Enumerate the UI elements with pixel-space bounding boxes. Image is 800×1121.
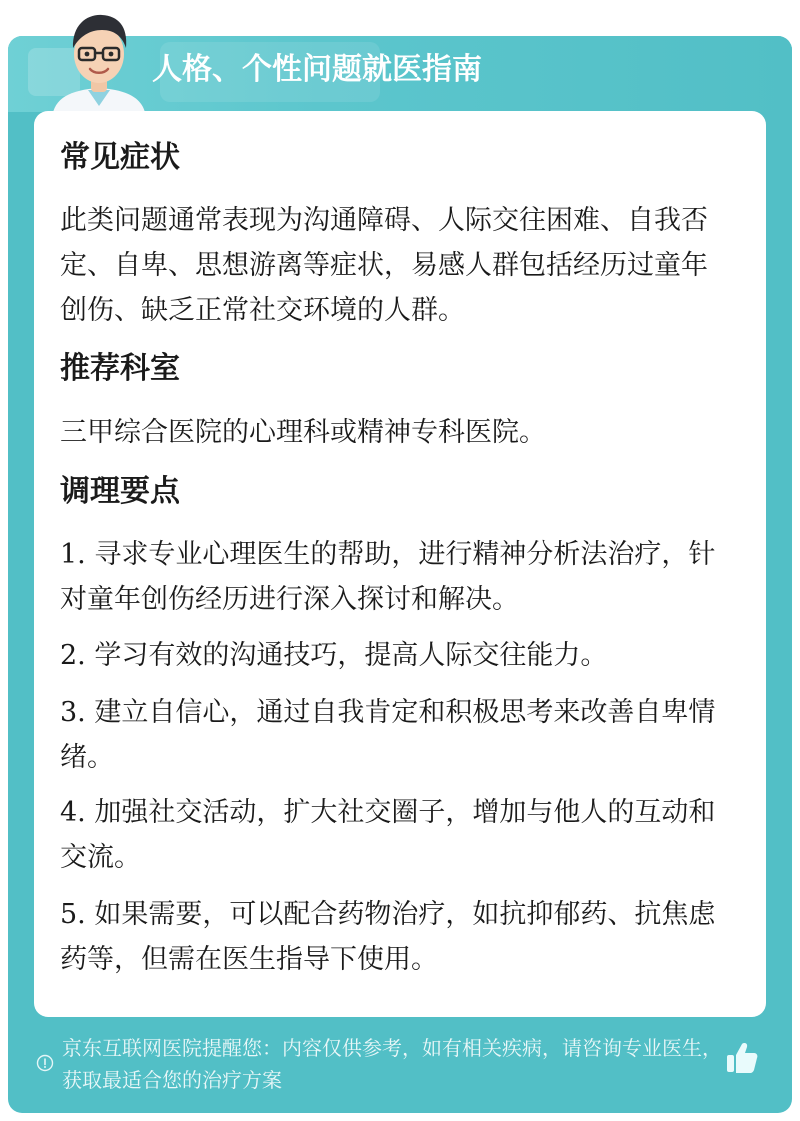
list-item [60,633,730,678]
doctor-avatar [44,6,154,118]
section-text: 此类问题通常表现为沟通障碍、人际交往困难、自我否定、自卑、思想游离等症状，易感人群包括经历过童年创伤、缺乏正常社交环境的人群。 [60,205,708,326]
list-number: 4. [60,797,86,828]
list-number: 3. [60,697,86,728]
section-department-body [60,410,730,455]
list-text: 学习有效的沟通技巧，提高人际交往能力。 [85,640,608,671]
list-number: 1. [60,539,86,570]
list-item [60,532,730,622]
section-text: 三甲综合医院的心理科或精神专科医院。 [60,417,546,448]
section-heading: 推荐科室 [60,351,180,386]
disclaimer-text: 京东互联网医院提醒您：内容仅供参考，如有相关疾病，请咨询专业医生，获取最适合您的治疗方案 [62,1036,722,1092]
list-number: 5. [60,899,86,930]
info-icon [36,1054,54,1072]
page-title: 人格、个性问题就医指南 [152,52,482,87]
section-heading: 常见症状 [60,140,180,175]
list-item [60,690,730,780]
section-department [60,349,730,389]
list-number: 2. [60,640,86,671]
section-symptoms [60,138,730,178]
list-item [60,790,730,880]
list-item [60,892,730,982]
list-text: 如果需要，可以配合药物治疗，如抗抑郁药、抗焦虑药等，但需在医生指导下使用。 [60,899,716,975]
section-symptoms-body [60,198,730,333]
section-heading: 调理要点 [60,474,180,509]
list-text: 建立自信心，通过自我肯定和积极思考来改善自卑情绪。 [60,697,716,773]
list-text: 加强社交活动，扩大社交圈子，增加与他人的互动和交流。 [60,797,716,873]
section-care [60,472,730,512]
list-text: 寻求专业心理医生的帮助，进行精神分析法治疗，针对童年创伤经历进行深入探讨和解决。 [60,539,716,615]
thumbs-up-icon[interactable] [724,1040,760,1076]
